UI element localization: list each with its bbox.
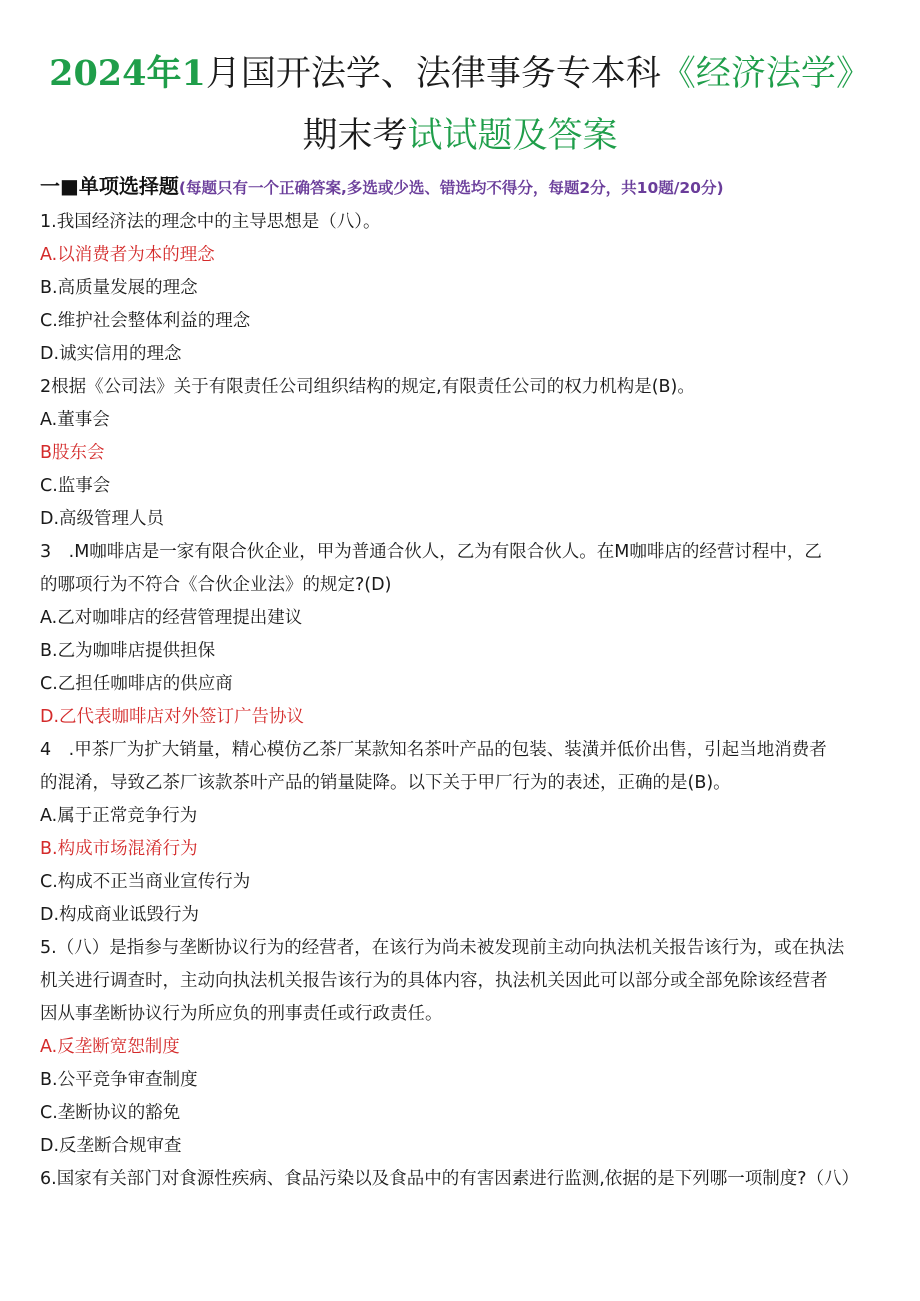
text-line: 机关进行调查时，主动向执法机关报告该行为的具体内容，执法机关因此可以部分或全部免除该经营者 [40, 971, 828, 991]
text-line: A.董事会 [40, 410, 110, 430]
text-line: B.公平竞争审查制度 [40, 1070, 198, 1090]
section-heading [40, 172, 724, 202]
correct-option-line: D.乙代表咖啡店对外签订广告协议 [40, 707, 305, 727]
text-line: C.构成不正当商业宣传行为 [40, 872, 251, 892]
text-line: 的混淆，导致乙茶厂该款茶叶产品的销量陡降。以下关于甲厂行为的表述，正确的是(B)。 [40, 773, 731, 793]
title-exam-name: 月国开法学、法律事务专本科 [205, 54, 661, 94]
text-line: 的哪项行为不符合《合伙企业法》的规定?(D) [40, 575, 392, 595]
text-line: 3 .M咖啡店是一家有限合伙企业，甲为普通合伙人，乙为有限合伙人。在M咖啡店的经营讨程中，乙 [40, 542, 822, 562]
text-line: 1.我国经济法的理念中的主导思想是（八）。 [40, 212, 381, 232]
text-line: B.高质量发展的理念 [40, 278, 198, 298]
text-line: 4 .甲茶厂为扩大销量，精心模仿乙茶厂某款知名茶叶产品的包装、装潢并低价出售，引起当地消费者 [40, 740, 827, 760]
correct-option-line: B.构成市场混淆行为 [40, 839, 198, 859]
document-title-line2 [0, 114, 920, 158]
text-line: C.乙担任咖啡店的供应商 [40, 674, 233, 694]
text-line: 因从事垄断协议行为所应负的刑事责任或行政责任。 [40, 1004, 443, 1024]
text-line: D.诚实信用的理念 [40, 344, 182, 364]
title-suffix: 试试题及答案 [407, 116, 618, 156]
text-line: A.属于正常竞争行为 [40, 806, 198, 826]
text-line: 6.国家有关部门对食源性疾病、食品污染以及食品中的有害因素进行监测,依据的是下列哪一项制度?（八） [40, 1169, 860, 1189]
text-line: C.监事会 [40, 476, 111, 496]
title-year-month: 2024年1 [49, 53, 206, 94]
text-line: 2根据《公司法》关于有限责任公司组织结构的规定,有限责任公司的权力机构是(B)。 [40, 377, 695, 397]
text-line: 5.（八）是指参与垄断协议行为的经营者，在该行为尚未被发现前主动向执法机关报告该行为，或在执法 [40, 938, 845, 958]
correct-option-line: A.以消费者为本的理念 [40, 245, 215, 265]
text-line: C.垄断协议的豁免 [40, 1103, 181, 1123]
text-line: D.反垄断合规审查 [40, 1136, 182, 1156]
text-line: D.构成商业诋毁行为 [40, 905, 200, 925]
text-line: D.高级管理人员 [40, 509, 165, 529]
text-line: C.维护社会整体利益的理念 [40, 311, 251, 331]
title-exam-type: 期末考 [302, 116, 408, 156]
section-scoring-note: (每题只有一个正确答案,多选或少选、错选均不得分，每题2分，共10题/20分) [178, 179, 724, 197]
text-line: A.乙对咖啡店的经营管理提出建议 [40, 608, 303, 628]
correct-option-line: A.反垄断宽恕制度 [40, 1037, 180, 1057]
question-list [40, 206, 885, 1196]
section-title: 一■单项选择题 [40, 174, 179, 198]
title-course-name: 《经济法学》 [660, 54, 871, 94]
correct-option-line: B股东会 [40, 443, 105, 463]
document-title-line1 [0, 52, 920, 96]
text-line: B.乙为咖啡店提供担保 [40, 641, 216, 661]
